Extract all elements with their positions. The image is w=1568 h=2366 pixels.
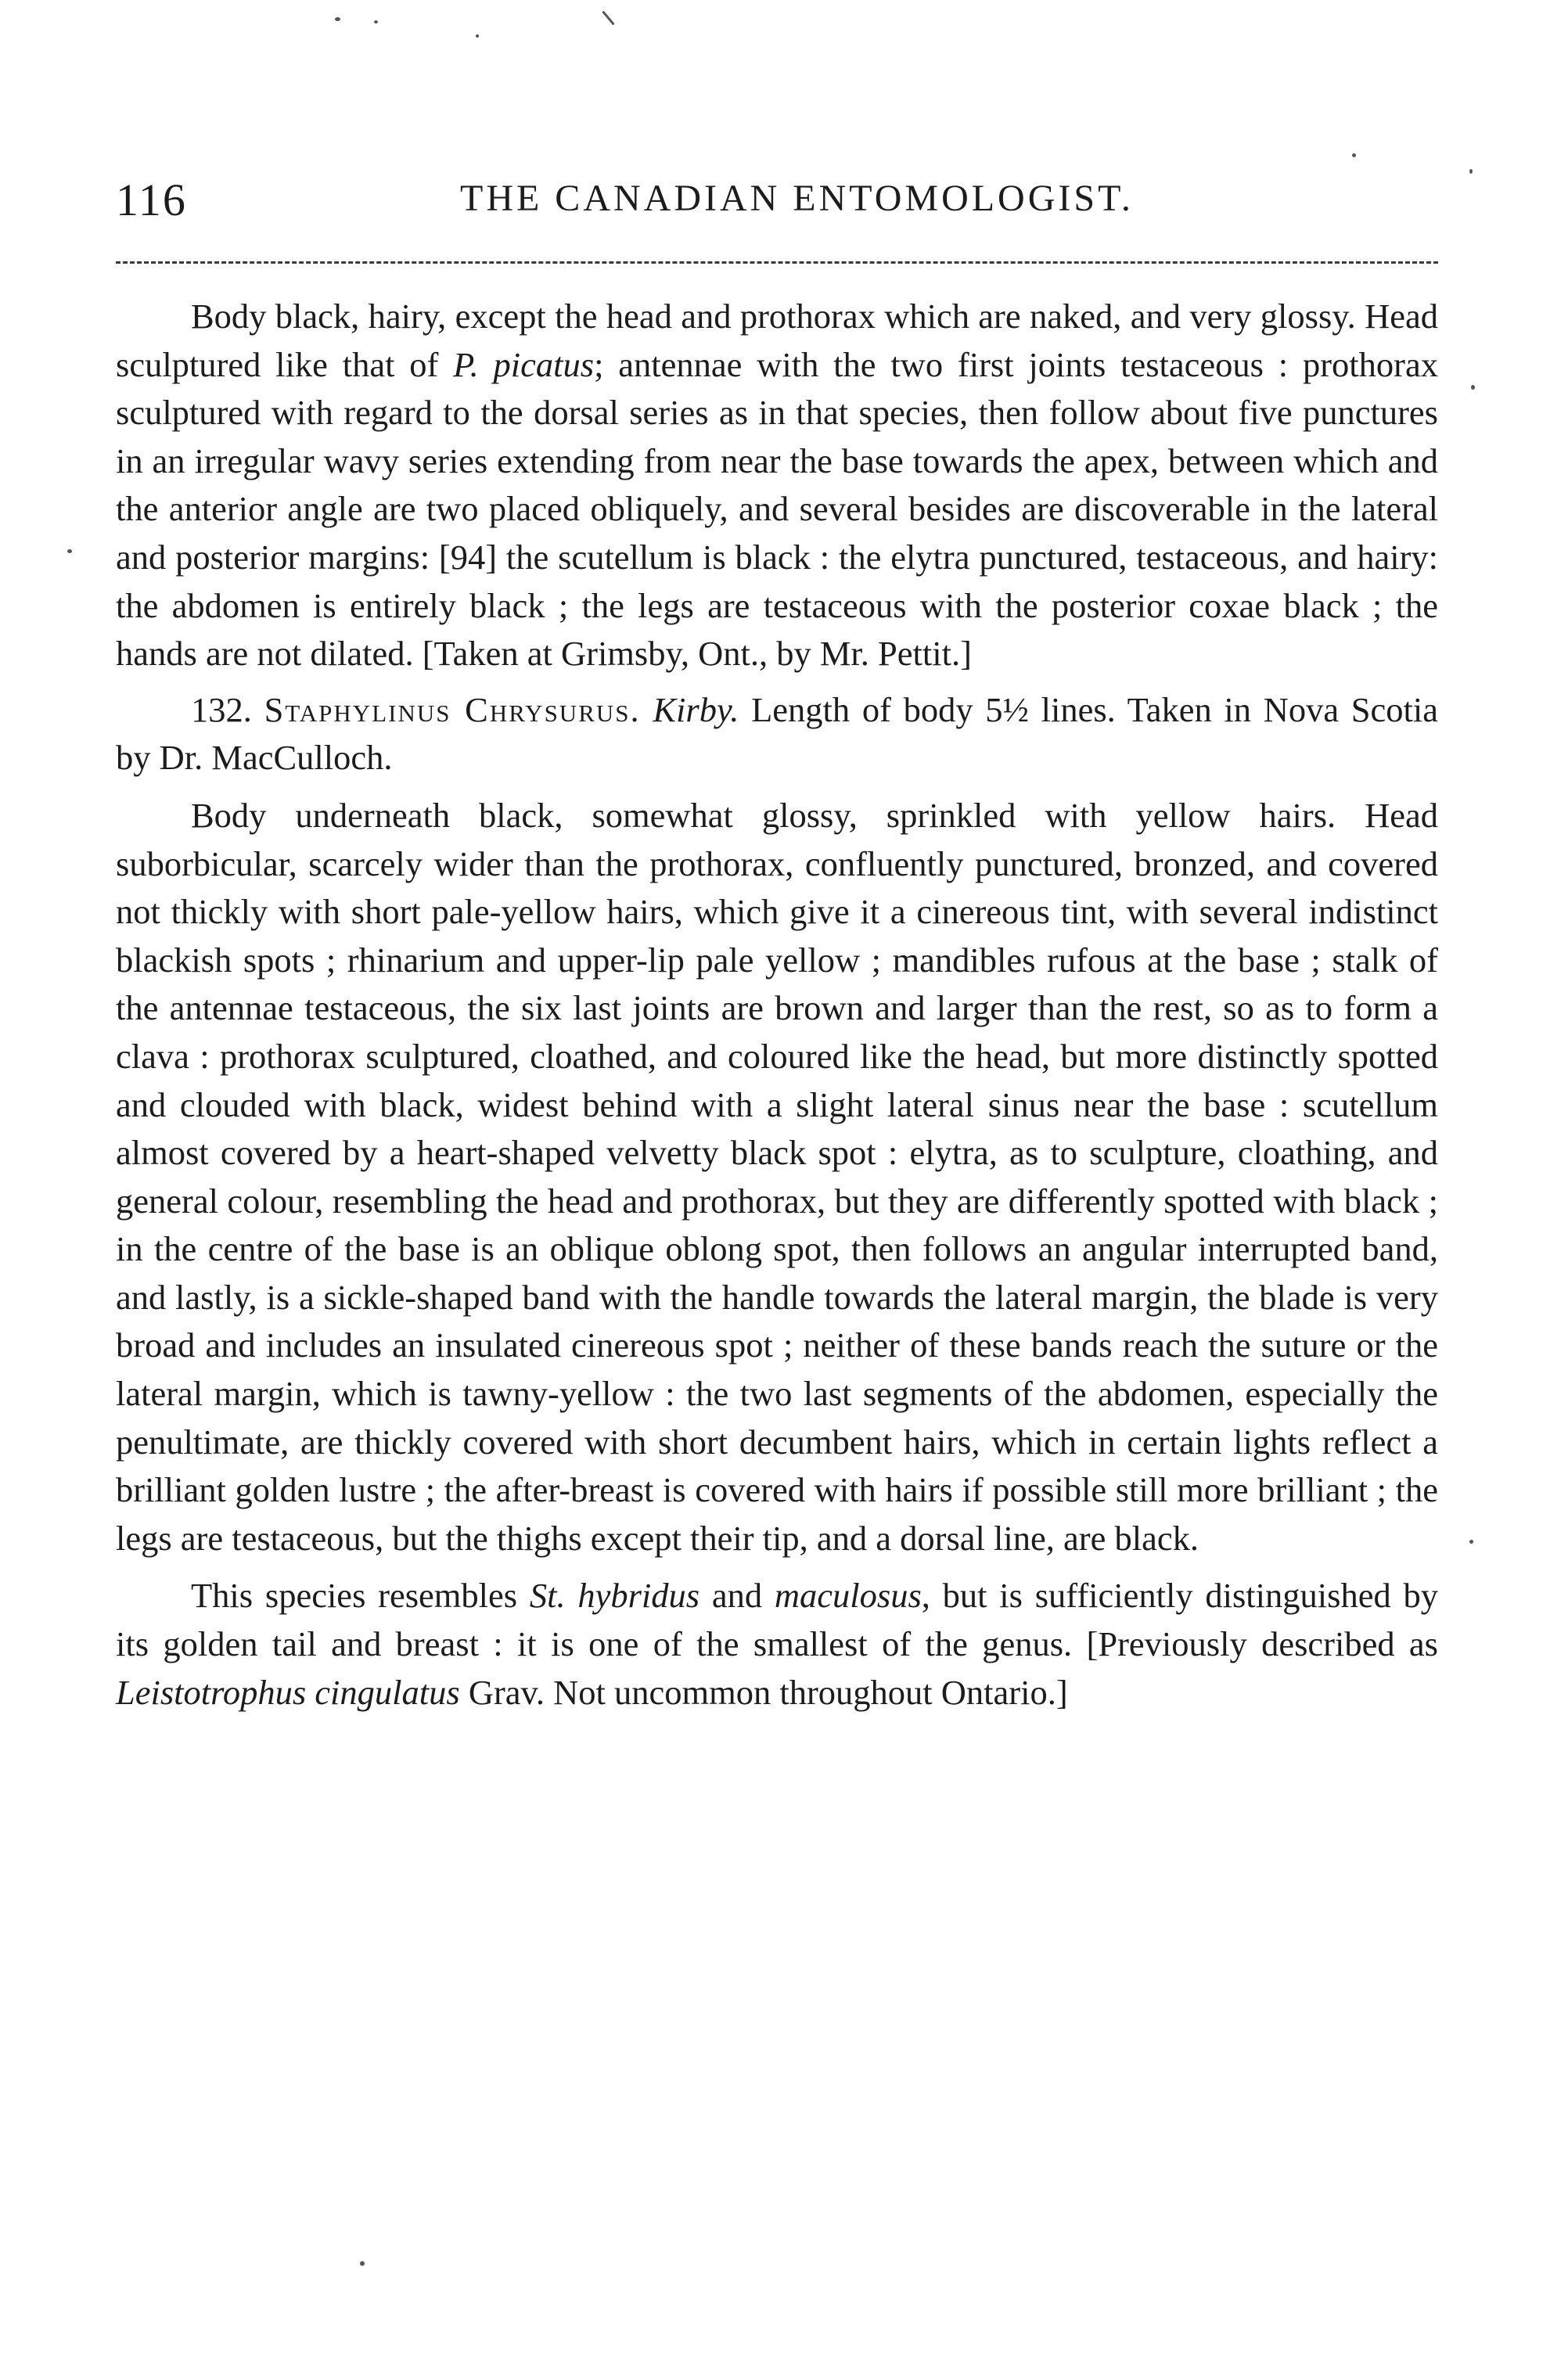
body-text xyxy=(116,293,1438,1717)
species-number: 132. xyxy=(191,689,264,729)
species-name-leistotrophus: Leistotrophus cingulatus xyxy=(116,1672,460,1712)
species-name-hybridus: St. hybridus xyxy=(529,1576,700,1616)
paragraph-4-text-4: Grav. Not uncommon throughout Ontario.] xyxy=(459,1672,1068,1712)
paragraph-1 xyxy=(116,293,1438,678)
paragraph-4-text-3: , but is sufficiently distinguished by its golden tail and breast : it is one of the smallest of the genus. [Previously described as xyxy=(116,1576,1438,1664)
page-header xyxy=(116,174,1438,228)
species-name-maculosus: maculosus xyxy=(774,1576,922,1616)
paragraph-3-description: Body underneath black, somewhat glossy, sprinkled with yellow hairs. Head suborbicular, scarcely wider than the prothorax, confluently punctured, bronzed, and covered not thickly with short pale-yellow hairs, which give it a cinereous tint, with several indistinct blackish spots ; rhinarium and upper-lip pale yellow ; mandibles rufous at the base ; stalk of the antennae testaceous, the six last joints are brown and larger than the rest, so as to form a clava : prothorax sculptured, cloathed, and coloured like the head, but more distinctly spotted and clouded with black, widest behind with a slight lateral sinus near the base : scutellum almost covered by a heart-shaped velvetty black spot : elytra, as to sculpture, cloathing, and general colour, resembling the head and prothorax, but they are differently spotted with black ; in the centre of the base is an oblique oblong spot, then follows an angular interrupted band, and lastly, is a sickle-shaped band with the handle towards the lateral margin, the blade is very broad and includes an insulated cinereous spot ; neither of these bands reach the suture or the lateral margin, which is tawny-yellow : the two last segments of the abdomen, especially the penultimate, are thickly covered with short decumbent hairs, which in certain lights reflect a brilliant golden lustre ; the after-breast is covered with hairs if possible still more brilliant ; the legs are testaceous, but the thighs except their tip, and a dorsal line, are black. xyxy=(116,795,1438,1558)
running-title: THE CANADIAN ENTOMOLOGIST. xyxy=(460,178,1134,219)
species-details: Length of body 5½ lines. Taken in Nova Scotia by Dr. MacCulloch. xyxy=(116,689,1439,778)
paragraph-1-text-cont: ; antennae with the two first joints testaceous : prothorax sculptured with regard to the dorsal series as in that species, then follow about five punctures in an irregular wavy series extending from near the base towards the apex, between which and the anterior angle are two placed obliquely, and several besides are discoverable in the lateral and posterior margins: [94] the scutellum is black : the elytra punctured, testaceous, and hairy: the abdomen is entirely black ; the legs are testaceous with the posterior coxae black ; the hands are not dilated. [Taken at Grimsby, Ont., by Mr. Pettit.] xyxy=(116,344,1438,674)
paragraph-4-remarks xyxy=(116,1572,1438,1717)
species-author: Kirby. xyxy=(653,689,739,729)
species-title: Staphylinus Chrysurus. xyxy=(264,689,641,729)
page-number: 116 xyxy=(116,174,187,225)
paragraph-4-text: This species resembles xyxy=(191,1576,530,1616)
species-name-picatus: P. picatus xyxy=(453,344,595,384)
spacer-text xyxy=(641,690,653,729)
paragraph-2-species-heading xyxy=(116,686,1438,782)
paragraph-1-text: Body black, hairy, except the head and prothorax which are naked, and very glossy. Head sculptured like that of xyxy=(116,297,1438,384)
paragraph-4-text-2: and xyxy=(699,1576,775,1616)
header-rule xyxy=(116,261,1438,264)
